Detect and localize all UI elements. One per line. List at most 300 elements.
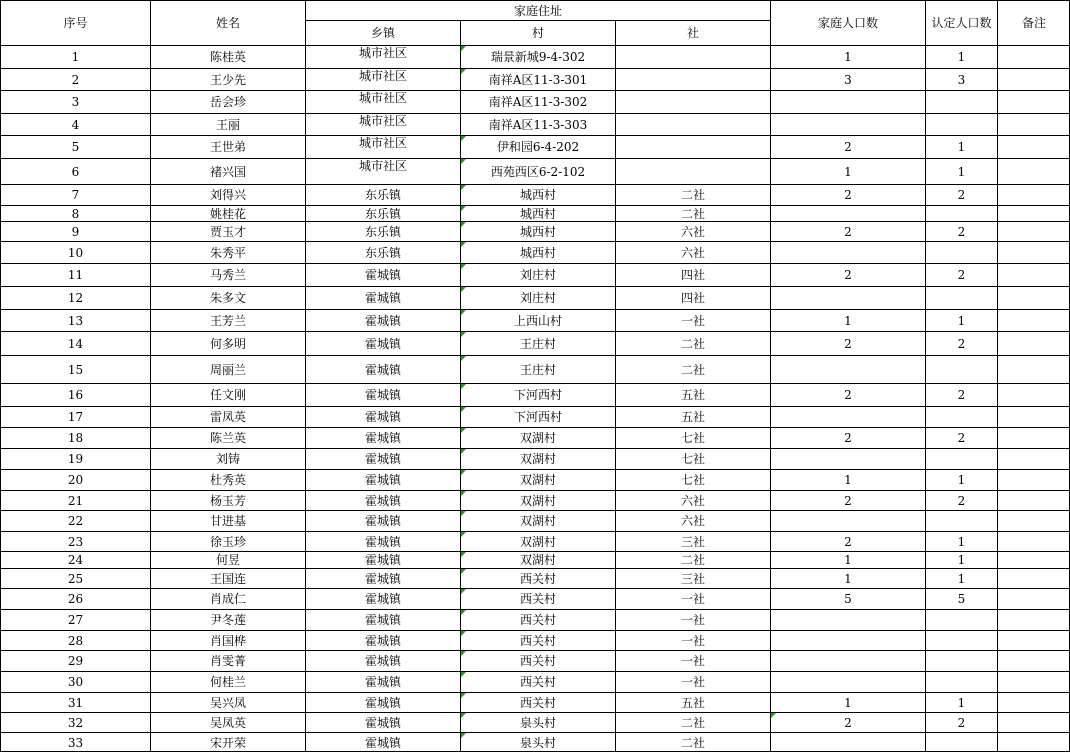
row-border [0,113,1070,114]
row-village: 刘庄村 [519,268,556,282]
header-recognized-count: 认定人口数 [931,16,992,30]
row-she: 二社 [680,206,705,221]
row-border [0,650,1070,651]
text-format-indicator-icon [461,159,466,164]
row-she: 二社 [680,336,705,351]
row-border [0,531,1070,532]
row-name: 姚桂花 [209,206,246,221]
row-village: 西关村 [519,571,556,586]
row-remark [998,384,1070,406]
row-she [616,159,770,184]
text-format-indicator-icon [461,651,466,656]
row-family-count: 1 [844,50,852,64]
row-name: 陈桂英 [209,50,246,64]
row-family-count [771,242,925,263]
row-border [0,568,1070,569]
row-family-count: 2 [844,188,852,202]
row-name: 王国连 [209,571,246,586]
row-recognized-count: 2 [957,388,966,402]
row-family-count: 2 [844,388,852,402]
row-seq: 14 [67,336,84,351]
row-village: 西苑西区6-2-102 [490,164,586,179]
text-format-indicator-icon [461,46,466,51]
row-border [0,383,1070,384]
row-town: 东乐镇 [364,188,401,202]
row-recognized-count [926,287,997,309]
text-format-indicator-icon [461,69,466,74]
row-town: 霍城镇 [364,313,401,328]
row-village: 双湖村 [519,452,556,466]
header-name: 姓名 [215,16,240,30]
row-recognized-count: 2 [957,431,966,445]
row-name: 王芳兰 [209,313,246,328]
row-name: 何昱 [215,553,240,567]
row-seq: 22 [67,514,84,528]
row-town: 霍城镇 [364,735,401,750]
row-remark [998,610,1070,630]
row-remark [998,91,1070,113]
row-family-count [771,356,925,383]
row-name: 贾玉才 [209,224,246,239]
row-family-count [771,610,925,630]
row-recognized-count [926,242,997,263]
row-recognized-count: 1 [957,313,966,328]
row-village: 西关村 [519,695,556,710]
row-village: 王庄村 [519,336,556,351]
row-town: 城市社区 [358,69,407,83]
row-she: 六社 [680,224,705,239]
row-border [0,241,1070,242]
header-family-count: 家庭人口数 [817,16,878,30]
row-name: 肖国桦 [209,633,246,648]
row-border [0,184,1070,185]
text-format-indicator-icon [461,407,466,412]
row-border [0,671,1070,672]
row-town: 霍城镇 [364,592,401,606]
row-border [0,286,1070,287]
row-family-count: 1 [844,553,852,567]
row-village: 泉头村 [519,715,556,730]
row-remark [998,449,1070,469]
text-format-indicator-icon [461,222,466,227]
row-border [0,158,1070,159]
row-family-count: 3 [844,72,852,87]
row-seq: 27 [67,613,84,627]
row-town: 霍城镇 [364,410,401,424]
row-border [0,355,1070,356]
row-family-count: 1 [844,473,852,487]
text-format-indicator-icon [461,672,466,677]
text-format-indicator-icon [461,511,466,516]
row-recognized-count: 1 [957,140,966,154]
row-recognized-count: 1 [957,534,966,549]
row-seq: 3 [71,95,80,109]
row-recognized-count [926,114,997,135]
row-village: 南祥A区11-3-301 [488,72,588,87]
row-recognized-count: 1 [957,553,966,567]
row-village: 城西村 [519,245,556,260]
row-family-count [771,114,925,135]
text-format-indicator-icon [461,470,466,475]
column-border [150,0,151,752]
text-format-indicator-icon [461,610,466,615]
row-name: 肖雯菁 [209,654,246,668]
row-town: 东乐镇 [364,206,401,221]
row-remark [998,569,1070,588]
row-family-count: 2 [844,715,852,730]
row-town: 霍城镇 [364,695,401,710]
header-village: 村 [531,26,544,40]
row-seq: 21 [67,493,84,508]
row-she [616,46,770,68]
row-seq: 15 [67,362,84,377]
column-border [925,0,926,752]
row-remark [998,713,1070,732]
column-border [615,20,616,752]
text-format-indicator-icon [461,287,466,292]
row-seq: 30 [67,675,84,689]
row-remark [998,552,1070,568]
row-family-count: 2 [844,336,852,351]
row-family-count: 1 [844,313,852,328]
text-format-indicator-icon [461,713,466,718]
row-recognized-count [926,356,997,383]
row-name: 周丽兰 [209,362,246,377]
row-village: 双湖村 [519,514,556,528]
row-remark [998,631,1070,650]
row-seq: 16 [67,388,84,402]
column-border [305,0,306,752]
row-seq: 33 [67,735,84,750]
row-name: 徐玉珍 [209,534,246,549]
text-format-indicator-icon [461,569,466,574]
row-remark [998,407,1070,427]
row-village: 泉头村 [519,735,556,750]
row-seq: 18 [67,431,84,445]
text-format-indicator-icon [461,428,466,433]
row-town: 城市社区 [358,46,407,60]
row-recognized-count [926,511,997,531]
row-border [0,406,1070,407]
header-remark: 备注 [1021,16,1046,30]
row-remark [998,46,1070,68]
row-she: 二社 [680,188,705,202]
row-family-count: 2 [844,493,852,508]
row-village: 西关村 [519,613,556,627]
row-recognized-count [926,651,997,671]
row-family-count [771,631,925,650]
row-seq: 10 [67,245,84,260]
row-remark [998,470,1070,490]
row-she: 六社 [680,514,705,528]
row-she: 一社 [680,675,705,689]
row-village: 城西村 [519,224,556,239]
header-seq: 序号 [63,16,88,30]
row-she: 七社 [680,452,705,466]
row-she: 二社 [680,715,705,730]
row-village: 南祥A区11-3-302 [488,95,588,109]
row-recognized-count [926,407,997,427]
row-recognized-count [926,610,997,630]
column-border [0,0,1,752]
row-border [0,90,1070,91]
row-recognized-count: 2 [957,715,966,730]
row-name: 王少先 [209,72,246,87]
row-village: 西关村 [519,592,556,606]
row-seq: 2 [71,72,80,87]
row-town: 东乐镇 [364,245,401,260]
row-family-count: 1 [844,695,852,710]
row-border [0,712,1070,713]
row-name: 肖成仁 [209,592,246,606]
row-border [0,221,1070,222]
column-border [997,0,998,752]
row-town: 霍城镇 [364,431,401,445]
row-town: 城市社区 [358,159,407,173]
row-remark [998,428,1070,448]
row-remark [998,356,1070,383]
row-remark [998,532,1070,551]
row-seq: 28 [67,633,84,648]
row-family-count [771,511,925,531]
row-border [0,692,1070,693]
row-seq: 23 [67,534,84,549]
row-village: 伊和园6-4-202 [496,140,580,154]
row-she: 五社 [680,695,705,710]
row-remark [998,491,1070,510]
row-town: 霍城镇 [364,514,401,528]
row-seq: 31 [67,695,84,710]
row-town: 城市社区 [358,91,407,105]
row-family-count [771,733,925,752]
row-village: 下河西村 [513,410,562,424]
row-border [0,630,1070,631]
row-border [0,45,1070,46]
row-village: 西关村 [519,633,556,648]
row-name: 何桂兰 [209,675,246,689]
row-remark [998,114,1070,135]
row-remark [998,651,1070,671]
row-remark [998,332,1070,355]
row-recognized-count: 1 [957,473,966,487]
row-village: 城西村 [519,206,556,221]
text-format-indicator-icon [461,384,466,389]
row-name: 刘得兴 [209,188,246,202]
row-border [0,510,1070,511]
row-family-count: 5 [844,592,852,606]
row-remark [998,69,1070,90]
column-border [770,0,771,752]
row-remark [998,206,1070,221]
row-seq: 24 [67,553,84,567]
row-name: 杜秀英 [209,473,246,487]
row-name: 吴兴凤 [209,695,246,710]
row-recognized-count: 2 [957,336,966,351]
row-seq: 9 [71,224,80,239]
row-she: 二社 [680,735,705,750]
row-she [616,69,770,90]
row-seq: 20 [67,473,84,487]
row-family-count [771,287,925,309]
row-seq: 7 [71,188,80,202]
row-village: 西关村 [519,654,556,668]
row-village: 双湖村 [519,534,556,549]
row-name: 吴凤英 [209,715,246,730]
row-remark [998,733,1070,752]
row-family-count: 2 [844,224,852,239]
row-border [0,732,1070,733]
row-town: 霍城镇 [364,388,401,402]
row-remark [998,185,1070,205]
row-seq: 17 [67,410,84,424]
row-village: 王庄村 [519,362,556,377]
row-name: 王丽 [215,117,240,132]
row-village: 瑞景新城9-4-302 [490,50,586,64]
row-village: 双湖村 [519,493,556,508]
row-village: 西关村 [519,675,556,689]
row-town: 城市社区 [358,114,407,128]
row-recognized-count: 1 [957,571,966,586]
row-border [305,20,770,21]
text-format-indicator-icon [771,713,776,718]
row-she: 二社 [680,553,705,567]
header-she: 社 [686,26,699,40]
row-family-count: 2 [844,534,852,549]
row-town: 霍城镇 [364,553,401,567]
row-family-count [771,651,925,671]
row-town: 霍城镇 [364,291,401,305]
row-she: 一社 [680,654,705,668]
row-village: 双湖村 [519,473,556,487]
row-seq: 32 [67,715,84,730]
row-name: 王世弟 [209,140,246,154]
row-name: 陈兰英 [209,431,246,445]
row-family-count [771,672,925,692]
row-border [0,205,1070,206]
row-town: 城市社区 [358,136,407,150]
header-town: 乡镇 [370,26,395,40]
column-border [460,20,461,752]
row-recognized-count [926,91,997,113]
row-recognized-count [926,206,997,221]
text-format-indicator-icon [461,206,466,211]
row-town: 霍城镇 [364,362,401,377]
row-she: 一社 [680,613,705,627]
row-remark [998,589,1070,609]
row-town: 霍城镇 [364,633,401,648]
row-she: 三社 [680,534,705,549]
row-family-count: 2 [844,431,852,445]
header-address: 家庭住址 [513,3,562,18]
row-family-count [771,407,925,427]
row-seq: 26 [67,592,84,606]
text-format-indicator-icon [461,589,466,594]
row-town: 霍城镇 [364,675,401,689]
row-she [616,91,770,113]
row-recognized-count: 3 [957,72,966,87]
row-she: 一社 [680,313,705,328]
row-recognized-count: 1 [957,695,966,710]
text-format-indicator-icon [461,552,466,557]
row-family-count: 1 [844,164,852,179]
row-recognized-count: 2 [957,268,966,282]
row-recognized-count [926,631,997,650]
row-she [616,136,770,158]
row-remark [998,222,1070,241]
text-format-indicator-icon [461,356,466,361]
row-seq: 5 [71,140,80,154]
row-town: 霍城镇 [364,654,401,668]
row-family-count: 2 [844,140,852,154]
text-format-indicator-icon [461,733,466,738]
row-recognized-count: 1 [957,164,966,179]
row-village: 双湖村 [519,553,556,567]
row-village: 上西山村 [513,313,562,328]
row-border [0,135,1070,136]
row-name: 朱秀平 [209,245,246,260]
text-format-indicator-icon [461,332,466,337]
row-remark [998,511,1070,531]
row-village: 城西村 [519,188,556,202]
row-she: 二社 [680,362,705,377]
row-border [0,490,1070,491]
row-village: 南祥A区11-3-303 [488,117,588,132]
row-recognized-count [926,672,997,692]
row-name: 雷凤英 [209,410,246,424]
row-village: 刘庄村 [519,291,556,305]
row-name: 甘进基 [209,514,246,528]
text-format-indicator-icon [461,491,466,496]
row-town: 霍城镇 [364,493,401,508]
row-border [0,551,1070,552]
row-remark [998,287,1070,309]
row-she [616,114,770,135]
row-family-count [771,206,925,221]
row-name: 尹冬莲 [209,613,246,627]
text-format-indicator-icon [461,693,466,698]
row-seq: 6 [71,164,80,179]
text-format-indicator-icon [461,449,466,454]
row-border [0,588,1070,589]
row-name: 褚兴国 [209,164,246,179]
row-family-count [771,91,925,113]
row-seq: 8 [71,206,80,221]
row-town: 霍城镇 [364,571,401,586]
row-name: 朱多文 [209,291,246,305]
text-format-indicator-icon [461,310,466,315]
row-seq: 29 [67,654,84,668]
row-recognized-count [926,449,997,469]
row-town: 霍城镇 [364,534,401,549]
row-border [0,0,1070,1]
row-she: 七社 [680,431,705,445]
row-remark [998,672,1070,692]
row-recognized-count: 2 [957,493,966,508]
row-border [0,263,1070,264]
row-remark [998,136,1070,158]
row-she: 一社 [680,633,705,648]
row-she: 七社 [680,473,705,487]
row-family-count [771,449,925,469]
row-border [0,609,1070,610]
row-she: 四社 [680,291,705,305]
row-seq: 1 [71,50,80,64]
text-format-indicator-icon [461,631,466,636]
row-remark [998,310,1070,331]
row-recognized-count [926,733,997,752]
row-name: 刘铸 [215,452,240,466]
row-she: 六社 [680,245,705,260]
